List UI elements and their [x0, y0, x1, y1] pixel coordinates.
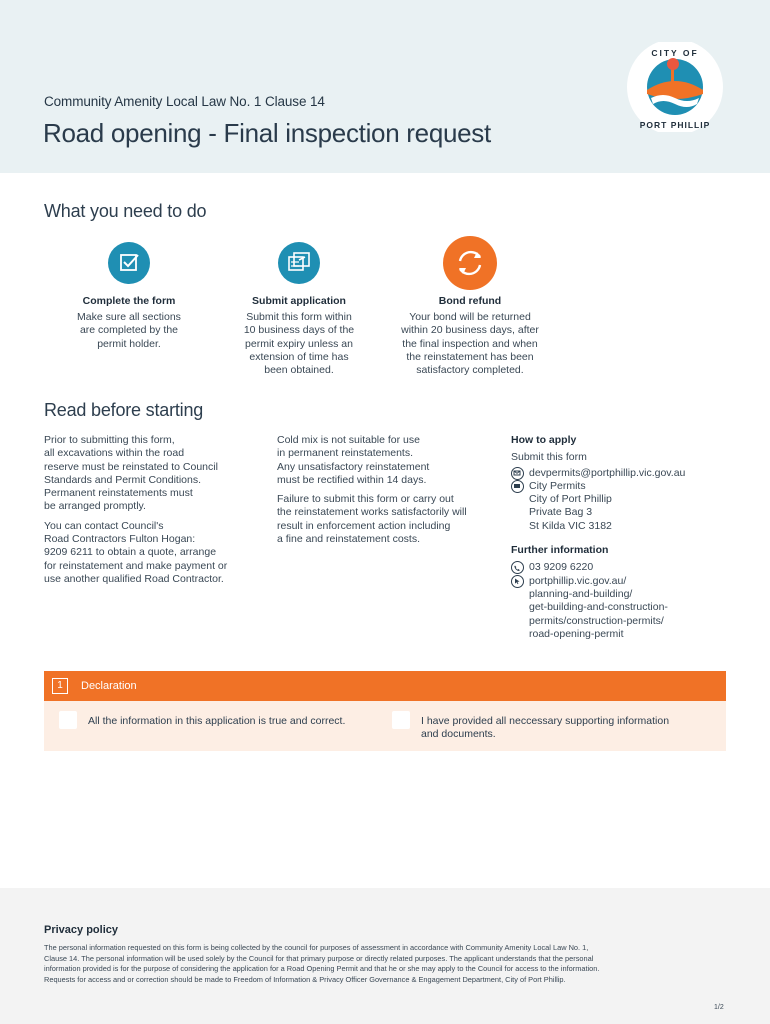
step-bond-refund [385, 236, 555, 377]
declaration-statement-1: All the information in this application is true and correct. [88, 715, 346, 727]
email-icon [511, 467, 524, 480]
submit-document-icon [278, 242, 320, 284]
city-of-port-phillip-logo [625, 42, 725, 132]
step-title: Submit application [252, 295, 346, 307]
info-paragraph: You can contact Council's Road Contractors Fulton Hogan: 9209 6211 to obtain a quote, arrange for reinstatement and make payment or use another qualified Road Contractor. [44, 519, 228, 585]
logo-text-bottom: PORT PHILLIP [639, 120, 711, 130]
page-title: Road opening - Final inspection request [43, 118, 491, 148]
phone-contact[interactable] [511, 561, 726, 574]
info-paragraph: Cold mix is not suitable for use in permanent reinstatements. Any unsatisfactory reinstatement must be rectified within 14 days. [277, 434, 430, 486]
page-number: 1/2 [714, 1004, 724, 1011]
step-description: Make sure all sections are completed by the permit holder. [77, 311, 181, 350]
email-contact[interactable] [511, 467, 726, 480]
step-submit-application [214, 242, 384, 377]
step-description: Submit this form within 10 business days of the permit expiry unless an extension of time has been obtained. [243, 311, 355, 377]
info-paragraph: Prior to submitting this form, all excavations within the road reserve must be reinstated to Council Standards and Permit Conditions. Permanent reinstatements must be arranged promptly. [44, 434, 218, 513]
checkbox-icon [108, 242, 150, 284]
refresh-icon [443, 236, 497, 290]
section-number: 1 [52, 678, 68, 694]
privacy-title: Privacy policy [44, 924, 118, 936]
declaration-checkbox-true-correct[interactable] [59, 711, 77, 729]
mail-icon [511, 480, 524, 493]
postal-address: City Permits City of Port Phillip Private Bag 3 St Kilda VIC 3182 [529, 479, 612, 532]
mail-contact [511, 480, 726, 533]
logo-text-top: CITY OF [651, 48, 699, 58]
page-header [0, 0, 770, 173]
step-title: Complete the form [82, 295, 176, 307]
section-title: Declaration [81, 680, 137, 692]
phone-icon [511, 561, 524, 574]
website-contact[interactable] [511, 575, 726, 641]
section-heading-read-before: Read before starting [44, 400, 204, 420]
privacy-section [0, 888, 770, 1024]
website-link[interactable]: portphillip.vic.gov.au/ planning-and-building/ get-building-and-construction- permits/construction-permits/ road-opening-permit [529, 574, 668, 640]
how-to-apply-title: How to apply [511, 434, 577, 446]
step-complete-form [44, 242, 214, 351]
email-link[interactable]: devpermits@portphillip.vic.gov.au [529, 466, 686, 479]
declaration-checkbox-supporting-docs[interactable] [392, 711, 410, 729]
section-heading-what-to-do: What you need to do [44, 201, 207, 221]
declaration-statement-2: I have provided all neccessary supporting information and documents. [421, 715, 670, 740]
step-title: Bond refund [438, 295, 502, 307]
step-description: Your bond will be returned within 20 business days, after the final inspection and when the reinstatement has been satisfactory completed. [401, 311, 539, 377]
privacy-text: The personal information requested on this form is being collected by the council for purposes of assessment in accordance with Community Amenity Local Law No. 1, Clause 14. The personal information will be used solely by the Council for that primary purpose or directly related purposes. The applicant understands that the personal information provided is for the purpose of considering the application for a Road Opening Permit and that he or she may apply to the Council for access to the information. Requests for access and or correction should be made to Freedom of Information & Privacy Officer Governance & Engagement Department, City of Port Phillip. [44, 943, 600, 984]
form-subtitle: Community Amenity Local Law No. 1 Clause 14 [44, 94, 325, 109]
info-column-1 [44, 434, 259, 592]
declaration-body [44, 701, 726, 751]
info-column-3 [511, 434, 726, 641]
declaration-header [44, 671, 726, 701]
further-info-title: Further information [511, 544, 609, 557]
how-to-apply-subtitle: Submit this form [511, 451, 587, 464]
info-paragraph: Failure to submit this form or carry out the reinstatement works satisfactorily will result in enforcement action including a fine and reinstatement costs. [277, 493, 467, 546]
phone-number[interactable]: 03 9209 6220 [529, 561, 594, 574]
cursor-icon [511, 575, 524, 588]
info-column-2 [277, 434, 497, 552]
